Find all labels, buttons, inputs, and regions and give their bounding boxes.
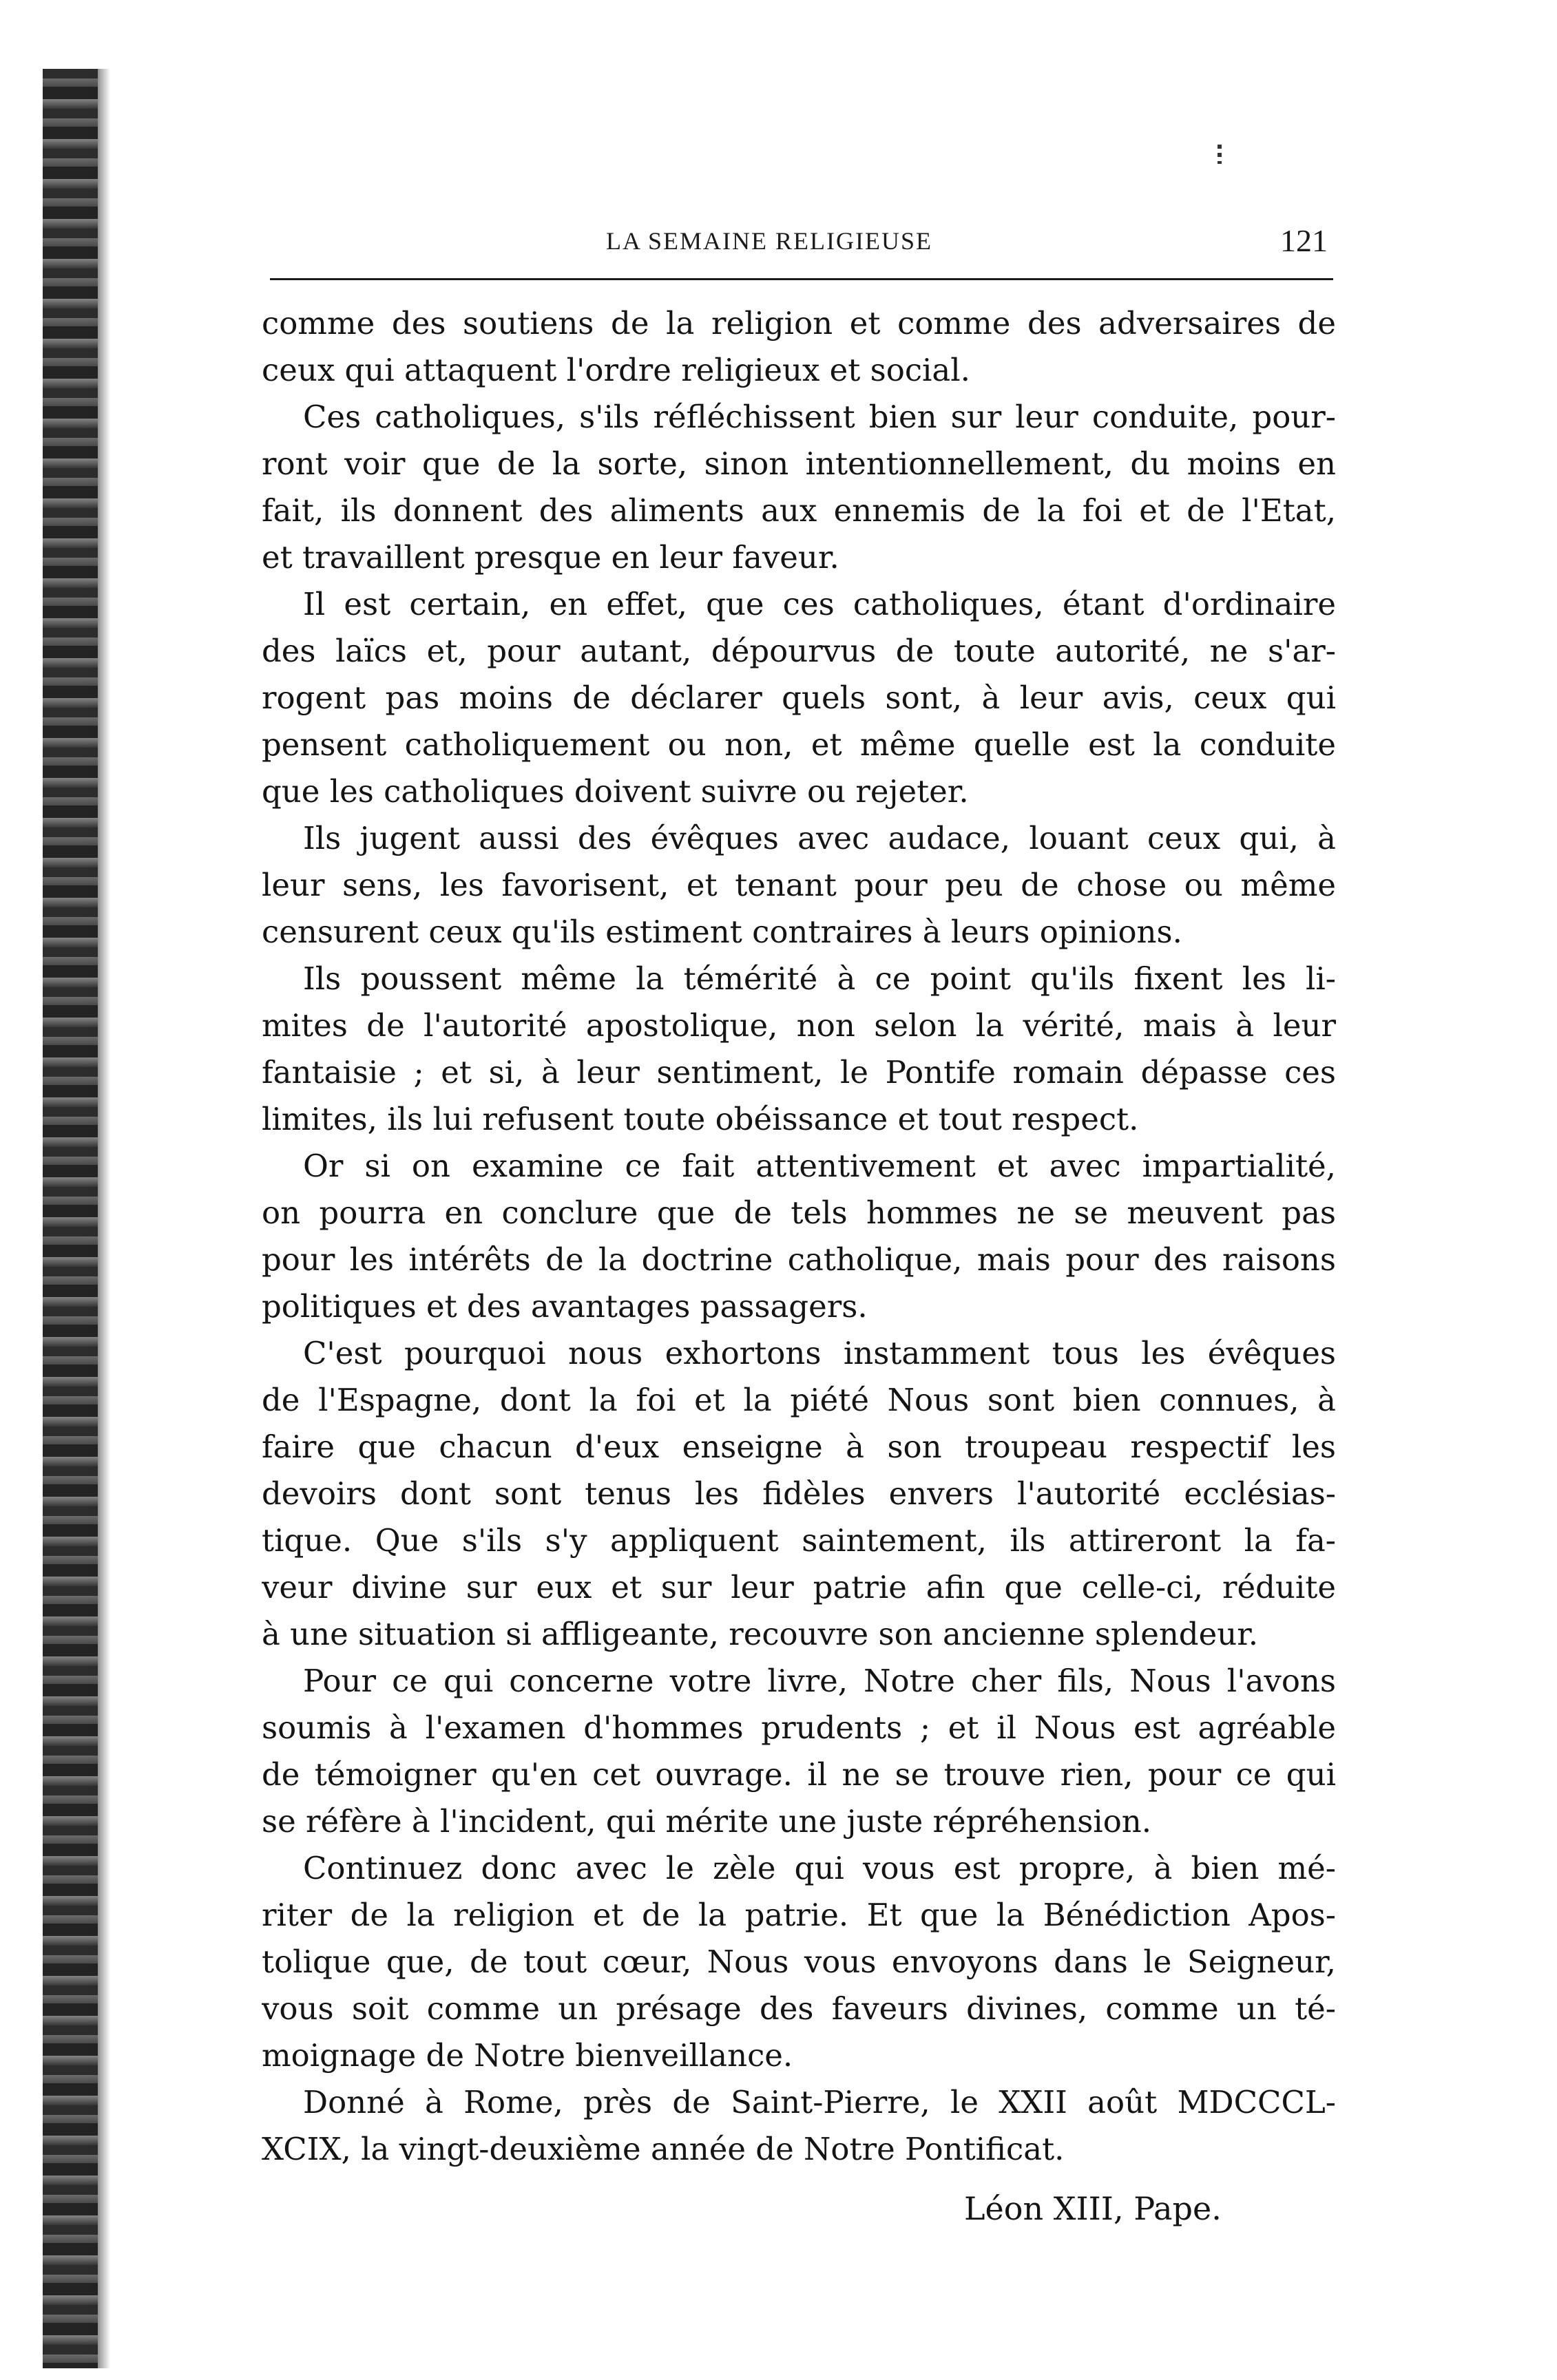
text-line: politiques et des avantages passagers. (262, 1288, 868, 1325)
body-text (262, 300, 1336, 2173)
text-line: Pour ce qui concerne votre livre, Notre cher fils, Nous l'avons (303, 1663, 1336, 1699)
text-line: se réfère à l'incident, qui mérite une juste répréhension. (262, 1803, 1152, 1840)
text-line: Or si on examine ce fait attentivement et avec impartialité, (303, 1148, 1336, 1184)
text-line: soumis à l'examen d'hommes prudents ; et il Nous est agréable (262, 1709, 1336, 1746)
text-line: pensent catholiquement ou non, et même quelle est la conduite (262, 726, 1336, 763)
running-header (270, 224, 1333, 272)
text-line: de témoigner qu'en cet ouvrage. il ne se trouve rien, pour ce qui (262, 1756, 1336, 1793)
text-line: fantaisie ; et si, à leur sentiment, le Pontife romain dépasse ces (262, 1054, 1336, 1091)
text-line: veur divine sur eux et sur leur patrie afin que celle-ci, réduite (262, 1569, 1336, 1605)
text-line: devoirs dont sont tenus les fidèles envers l'autorité ecclésias- (262, 1475, 1336, 1512)
text-line: C'est pourquoi nous exhortons instamment tous les évêques (303, 1335, 1336, 1371)
text-line: Continuez donc avec le zèle qui vous est propre, à bien mé- (303, 1850, 1336, 1886)
text-line: on pourra en conclure que de tels hommes ne se meuvent pas (262, 1194, 1336, 1231)
text-line: Ces catholiques, s'ils réfléchissent bien sur leur conduite, pour- (303, 399, 1336, 435)
text-line: leur sens, les favorisent, et tenant pour peu de chose ou même (262, 867, 1336, 903)
text-line: ceux qui attaquent l'ordre religieux et social. (262, 352, 970, 388)
text-line: vous soit comme un présage des faveurs divines, comme un té- (262, 1990, 1336, 2027)
text-line: ront voir que de la sorte, sinon intentionnellement, du moins en (262, 445, 1336, 482)
header-rule (270, 278, 1333, 280)
text-line: limites, ils lui refusent toute obéissance et tout respect. (262, 1101, 1139, 1137)
text-line: Ils poussent même la témérité à ce point qu'ils fixent les li- (303, 960, 1336, 997)
text-line: Il est certain, en effet, que ces catholiques, étant d'ordinaire (303, 586, 1336, 622)
text-line: mites de l'autorité apostolique, non selon la vérité, mais à leur (262, 1007, 1336, 1044)
text-line: riter de la religion et de la patrie. Et que la Bénédiction Apos- (262, 1897, 1336, 1933)
text-line: censurent ceux qu'ils estiment contraires à leurs opinions. (262, 914, 1182, 950)
text-line: des laïcs et, pour autant, dépourvus de toute autorité, ne s'ar- (262, 633, 1336, 669)
text-line: pour les intérêts de la doctrine catholique, mais pour des raisons (262, 1241, 1336, 1278)
text-line: rogent pas moins de déclarer quels sont, à leur avis, ceux qui (262, 680, 1336, 716)
print-speck (1218, 145, 1222, 164)
text-line: et travaillent presque en leur faveur. (262, 539, 839, 576)
text-line: que les catholiques doivent suivre ou rejeter. (262, 773, 969, 810)
text-line: tique. Que s'ils s'y appliquent saintement, ils attireront la fa- (262, 1522, 1336, 1559)
page-number: 121 (1280, 223, 1328, 258)
text-line: à une situation si affligeante, recouvre son ancienne splendeur. (262, 1616, 1259, 1652)
text-line: moignage de Notre bienveillance. (262, 2037, 793, 2074)
text-line: Ils jugent aussi des évêques avec audace, louant ceux qui, à (303, 820, 1336, 856)
text-line: Donné à Rome, près de Saint-Pierre, le XXII août MDCCCL- (303, 2084, 1336, 2120)
text-line: de l'Espagne, dont la foi et la piété Nous sont bien connues, à (262, 1382, 1336, 1418)
page-binding-edge (43, 69, 98, 2368)
text-line: faire que chacun d'eux enseigne à son troupeau respectif les (262, 1429, 1336, 1465)
signature: Léon XIII, Pape. (964, 2190, 1222, 2227)
text-line: fait, ils donnent des aliments aux ennemis de la foi et de l'Etat, (262, 492, 1336, 529)
running-title: LA SEMAINE RELIGIEUSE (606, 227, 932, 255)
text-line: tolique que, de tout cœur, Nous vous envoyons dans le Seigneur, (262, 1944, 1336, 1980)
text-line: comme des soutiens de la religion et comme des adversaires de (262, 305, 1336, 341)
text-line: XCIX, la vingt-deuxième année de Notre Pontificat. (262, 2131, 1065, 2167)
